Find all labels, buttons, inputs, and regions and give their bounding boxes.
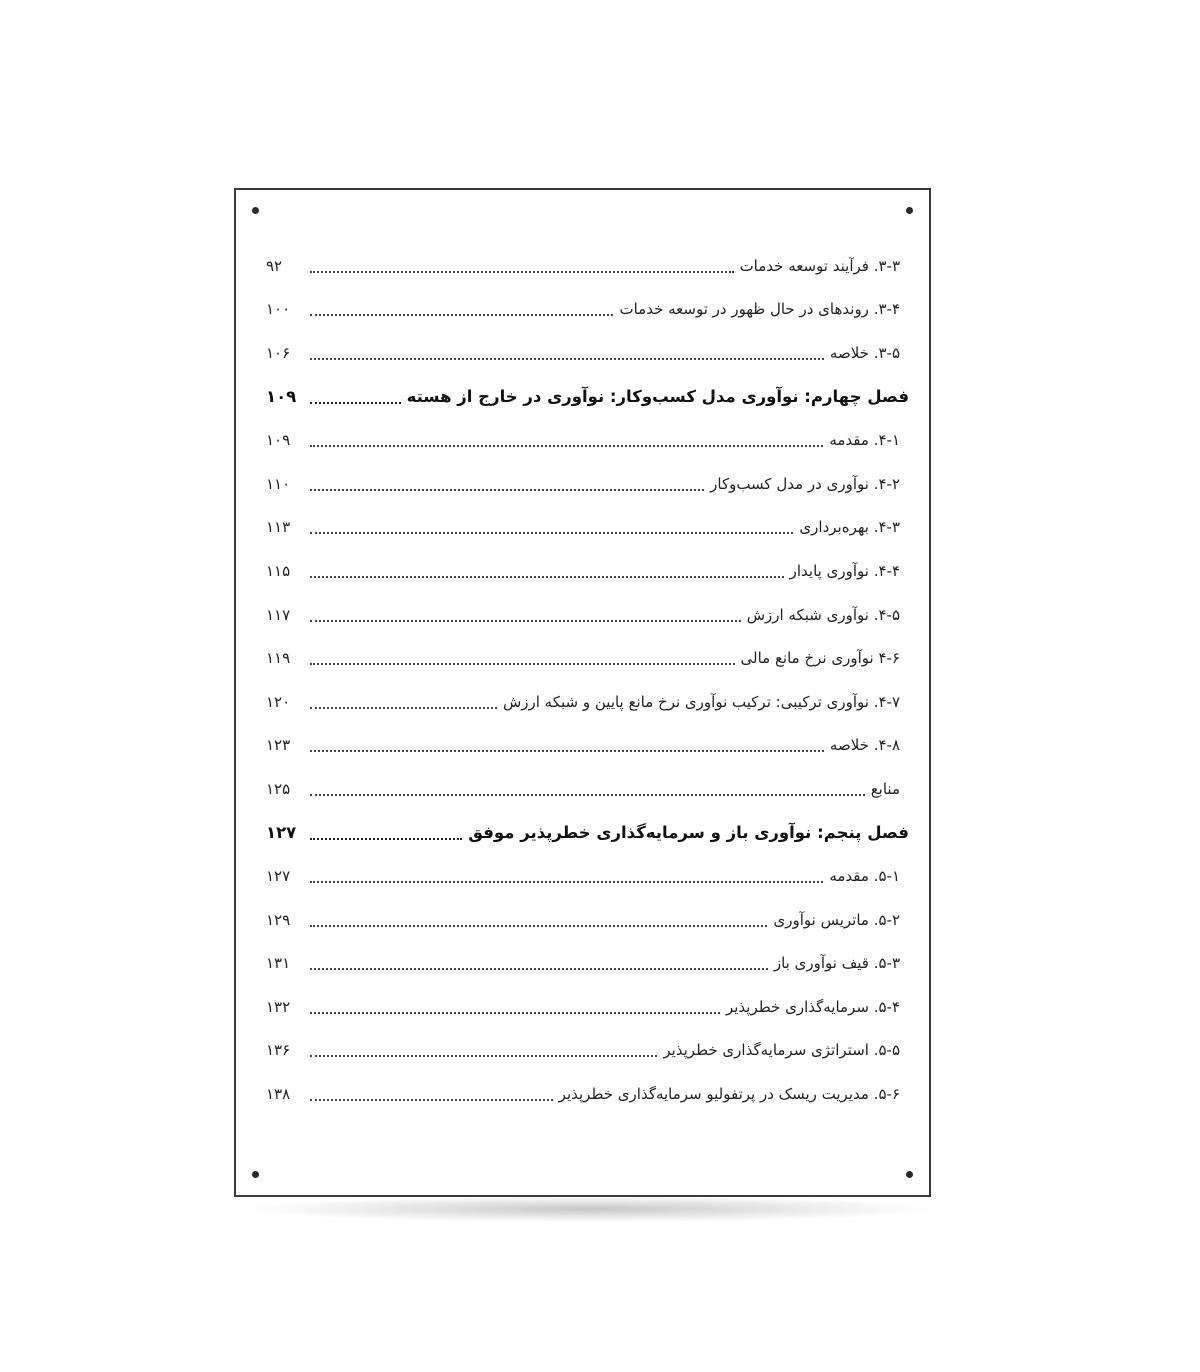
toc-entry[interactable] bbox=[266, 636, 909, 680]
toc-entry-title: ۳-۵. خلاصه bbox=[829, 343, 900, 362]
toc-entry-title: ۴-۳. بهره‌برداری bbox=[799, 518, 900, 537]
dot-leader bbox=[310, 620, 741, 622]
toc-entry-title: ۳-۴. روندهای در حال ظهور در توسعه خدمات bbox=[619, 300, 900, 319]
toc-entry[interactable] bbox=[266, 1029, 909, 1073]
toc-entry-page: ۱۲۹ bbox=[266, 910, 291, 929]
toc-entry[interactable] bbox=[266, 593, 909, 637]
corner-dot bbox=[252, 1171, 259, 1178]
dot-leader bbox=[310, 663, 735, 665]
dot-leader bbox=[310, 532, 793, 534]
toc-entry[interactable] bbox=[266, 1072, 909, 1116]
dot-leader bbox=[310, 968, 768, 970]
toc-entry-title: ۵-۵. استراتژی سرمایه‌گذاری خطرپذیر bbox=[663, 1041, 900, 1060]
toc-entry-title: ۵-۱. مقدمه bbox=[829, 867, 900, 886]
dot-leader bbox=[310, 445, 823, 447]
toc-entry-page: ۱۰۰ bbox=[266, 300, 291, 319]
toc-entry-title: منابع bbox=[870, 779, 900, 798]
toc-entry[interactable] bbox=[266, 724, 909, 768]
toc-entry[interactable] bbox=[266, 549, 909, 593]
toc-chapter-page: ۱۲۷ bbox=[266, 823, 297, 843]
dot-leader bbox=[310, 794, 865, 796]
toc-entry[interactable] bbox=[266, 462, 909, 506]
toc-entry-page: ۱۳۸ bbox=[266, 1085, 291, 1104]
toc-entry-title: ۴-۲. نوآوری در مدل کسب‌وکار bbox=[710, 474, 900, 493]
toc-chapter-entry[interactable] bbox=[266, 375, 909, 419]
toc-entry-title: ۴-۷. نوآوری ترکیبی: ترکیب نوآوری نرخ مانع پایین و شبکه ارزش bbox=[502, 692, 900, 711]
toc-entry-title: ۴-۸. خلاصه bbox=[829, 736, 900, 755]
dot-leader bbox=[310, 750, 824, 752]
toc-entry-page: ۱۳۲ bbox=[266, 997, 291, 1016]
toc-entry[interactable] bbox=[266, 942, 909, 986]
toc-entry-title: ۵-۲. ماتریس نوآوری bbox=[773, 910, 900, 929]
toc-entry[interactable] bbox=[266, 244, 909, 288]
toc-entry-page: ۱۱۳ bbox=[266, 518, 291, 537]
dot-leader bbox=[310, 271, 734, 273]
toc-entry-page: ۱۱۰ bbox=[266, 474, 291, 493]
toc-entry-page: ۱۳۶ bbox=[266, 1041, 291, 1060]
toc-chapter-title: فصل پنجم: نوآوری باز و سرمایه‌گذاری خطرپذیر موفق bbox=[468, 823, 909, 843]
toc-entry-title: ۴-۴. نوآوری پایدار bbox=[789, 561, 900, 580]
table-of-contents bbox=[266, 244, 909, 1116]
toc-entry-title: ۵-۴. سرمایه‌گذاری خطرپذیر bbox=[725, 997, 900, 1016]
card-shadow bbox=[250, 1196, 930, 1222]
corner-dot bbox=[252, 207, 259, 214]
dot-leader bbox=[310, 314, 613, 316]
toc-entry-page: ۹۲ bbox=[266, 256, 283, 275]
dot-leader bbox=[310, 358, 824, 360]
dot-leader bbox=[310, 881, 823, 883]
dot-leader bbox=[310, 402, 401, 404]
toc-entry[interactable] bbox=[266, 854, 909, 898]
toc-entry-title: ۵-۶. مدیریت ریسک در پرتفولیو سرمایه‌گذاری خطرپذیر bbox=[558, 1085, 900, 1104]
toc-entry[interactable] bbox=[266, 506, 909, 550]
toc-entry[interactable] bbox=[266, 288, 909, 332]
toc-chapter-title: فصل چهارم: نوآوری مدل کسب‌وکار: نوآوری در خارج از هسته bbox=[406, 387, 909, 407]
toc-entry-title: ۵-۳. قیف نوآوری باز bbox=[773, 954, 900, 973]
toc-entry[interactable] bbox=[266, 418, 909, 462]
corner-dot bbox=[906, 1171, 913, 1178]
toc-entry-page: ۱۱۹ bbox=[266, 649, 291, 668]
toc-entry[interactable] bbox=[266, 680, 909, 724]
toc-entry-title: ۴-۵. نوآوری شبکه ارزش bbox=[746, 605, 900, 624]
toc-page bbox=[234, 188, 931, 1197]
toc-entry-page: ۱۳۱ bbox=[266, 954, 291, 973]
dot-leader bbox=[310, 925, 767, 927]
toc-entry-page: ۱۱۷ bbox=[266, 605, 291, 624]
toc-chapter-page: ۱۰۹ bbox=[266, 387, 297, 407]
dot-leader bbox=[310, 838, 462, 840]
dot-leader bbox=[310, 1099, 553, 1101]
dot-leader bbox=[310, 707, 497, 709]
corner-dot bbox=[906, 207, 913, 214]
toc-entry-page: ۱۲۳ bbox=[266, 736, 291, 755]
toc-entry-page: ۱۰۹ bbox=[266, 431, 291, 450]
toc-entry-page: ۱۲۵ bbox=[266, 779, 291, 798]
dot-leader bbox=[310, 1055, 657, 1057]
toc-entry-title: ۴-۶ نوآوری نرخ مانع مالی bbox=[740, 649, 900, 668]
toc-entry[interactable] bbox=[266, 767, 909, 811]
dot-leader bbox=[310, 576, 784, 578]
toc-entry-page: ۱۰۶ bbox=[266, 343, 291, 362]
toc-entry-title: ۴-۱. مقدمه bbox=[829, 431, 900, 450]
toc-entry-page: ۱۲۷ bbox=[266, 867, 291, 886]
toc-entry-page: ۱۲۰ bbox=[266, 692, 291, 711]
toc-entry[interactable] bbox=[266, 898, 909, 942]
toc-entry[interactable] bbox=[266, 331, 909, 375]
dot-leader bbox=[310, 1012, 720, 1014]
dot-leader bbox=[310, 489, 704, 491]
toc-entry-title: ۳-۳. فرآیند توسعه خدمات bbox=[739, 256, 900, 275]
toc-entry[interactable] bbox=[266, 985, 909, 1029]
toc-entry-page: ۱۱۵ bbox=[266, 561, 291, 580]
toc-chapter-entry[interactable] bbox=[266, 811, 909, 855]
